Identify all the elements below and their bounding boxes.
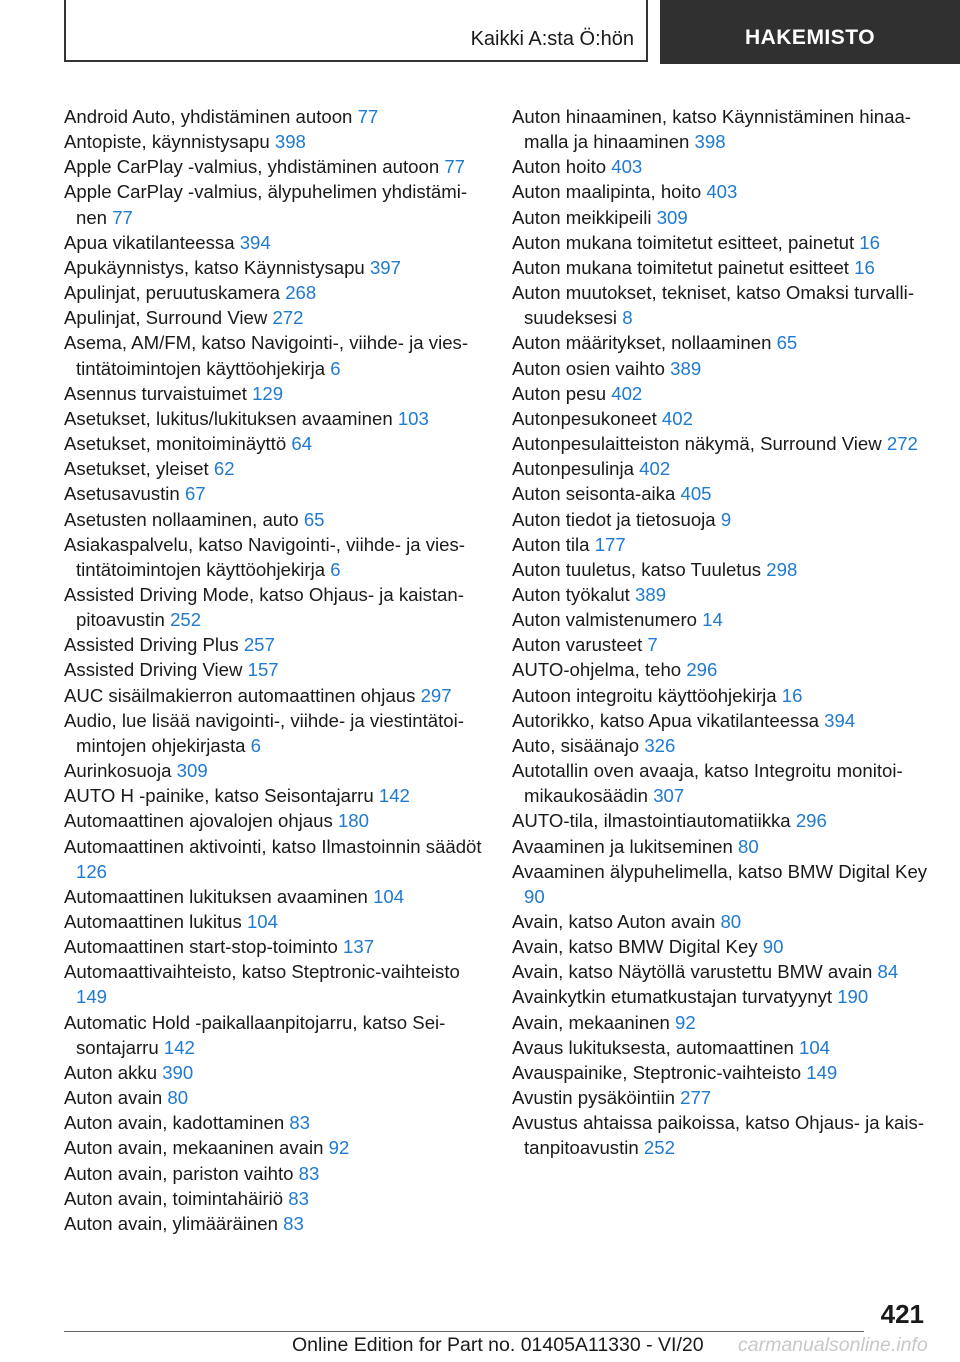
- index-column-right: [512, 104, 932, 1161]
- index-entry: [512, 532, 932, 557]
- index-entry: [512, 1035, 932, 1060]
- index-term: Auton hoito: [512, 156, 612, 178]
- page-link[interactable]: 268: [285, 282, 317, 304]
- page-link[interactable]: 277: [680, 1087, 712, 1109]
- page-link[interactable]: 6: [330, 558, 341, 580]
- index-term: Auton mukana toimitetut esitteet, painetut: [512, 231, 860, 253]
- index-entry: [512, 507, 932, 532]
- index-term: Autotallin oven avaaja, katso Integroitu monitoimikaukosäädin: [512, 760, 903, 807]
- index-term: Assisted Driving View: [64, 659, 248, 681]
- index-entry: [512, 1085, 932, 1110]
- index-entry: [512, 1060, 932, 1085]
- index-term: Auton avain, mekaaninen avain: [64, 1137, 329, 1159]
- index-term: Asetukset, yleiset: [64, 458, 214, 480]
- index-term: AUTO-ohjelma, teho: [512, 659, 687, 681]
- index-term: Asiakaspalvelu, katso Navigointi-, viihde- ja viestintätoimintojen käyttöohjekirja: [64, 533, 465, 580]
- page-link[interactable]: 83: [288, 1187, 309, 1209]
- index-entry: [64, 154, 484, 179]
- index-term: Automaattinen ajovalojen ohjaus: [64, 810, 338, 832]
- page-link[interactable]: 149: [806, 1061, 838, 1083]
- index-entry: [64, 104, 484, 129]
- page-link[interactable]: 309: [176, 760, 208, 782]
- watermark: carmanualsonline.info: [738, 1334, 928, 1356]
- index-entry: [512, 808, 932, 833]
- index-term: Auton hinaaminen, katso Käynnistäminen hinaamalla ja hinaaminen: [512, 106, 911, 153]
- index-term: Auton avain: [64, 1087, 168, 1109]
- index-entry: [64, 481, 484, 506]
- index-entry: [512, 481, 932, 506]
- page-link[interactable]: 389: [670, 357, 702, 379]
- page-link[interactable]: 394: [239, 231, 271, 253]
- index-entry: [64, 1211, 484, 1236]
- index-entry: [64, 507, 484, 532]
- index-entry: [64, 808, 484, 833]
- page-link[interactable]: 326: [644, 734, 676, 756]
- index-term: Auton osien vaihto: [512, 357, 671, 379]
- page-link[interactable]: 149: [76, 986, 108, 1008]
- index-entry: [64, 1110, 484, 1135]
- index-entry: [64, 834, 484, 884]
- page-link[interactable]: 6: [250, 734, 262, 756]
- index-term: Avaus lukituksesta, automaattinen: [512, 1036, 799, 1058]
- index-term: Auton seisonta-aika: [512, 483, 681, 505]
- index-entry: [512, 280, 932, 330]
- index-term: Auton avain, ylimääräinen: [64, 1212, 284, 1234]
- index-term: Auton meikkipeili: [512, 206, 657, 228]
- page-link[interactable]: 104: [373, 885, 405, 907]
- index-term: Autorikko, katso Apua vikatilanteessa: [512, 709, 825, 731]
- page-link[interactable]: 80: [720, 911, 742, 932]
- index-term: Avainkytkin etumatkustajan turvatyynyt: [512, 986, 838, 1008]
- page-link[interactable]: 180: [337, 810, 369, 832]
- index-term: Auton akku: [64, 1061, 163, 1083]
- page-link[interactable]: 83: [289, 1112, 311, 1134]
- index-entry: [64, 657, 484, 682]
- index-term: Asetukset, lukitus/lukituksen avaaminen: [64, 407, 398, 429]
- page-link[interactable]: 6: [330, 357, 341, 379]
- index-entry: [64, 255, 484, 280]
- page-link[interactable]: 405: [680, 483, 712, 505]
- page-link[interactable]: 190: [837, 986, 869, 1008]
- index-entry: [512, 356, 932, 381]
- index-entry: [64, 179, 484, 229]
- page-link[interactable]: 297: [420, 684, 452, 706]
- page-link[interactable]: 83: [298, 1162, 320, 1184]
- page-number: 421: [880, 1299, 924, 1329]
- index-term: AUTO-tila, ilmastointiautomatiikka: [512, 810, 796, 832]
- index-entry: [512, 557, 932, 582]
- index-entry: [512, 834, 932, 859]
- index-entry: [64, 280, 484, 305]
- index-entry: [512, 582, 932, 607]
- page-link[interactable]: 403: [611, 156, 643, 178]
- index-entry: [512, 683, 932, 708]
- index-term: Asetusavustin: [64, 483, 185, 505]
- index-term: Audio, lue lisää navigointi-, viihde- ja viestintätoimintojen ohjekirjasta: [64, 709, 464, 756]
- index-term: Auton tuuletus, katso Tuuletus: [512, 558, 767, 580]
- index-entry: [512, 230, 932, 255]
- page-link[interactable]: 398: [694, 131, 726, 153]
- index-term: Apple CarPlay -valmius, älypuhelimen yhdistäminen: [64, 181, 468, 228]
- index-column-left: [64, 104, 484, 1236]
- footer-divider: [64, 1331, 864, 1332]
- index-term: AUTO H -painike, katso Seisontajarru: [64, 785, 379, 807]
- index-term: Auton muutokset, tekniset, katso Omaksi turvallisuudeksesi: [512, 282, 915, 329]
- index-entry: [64, 959, 484, 1009]
- page-link[interactable]: 83: [283, 1212, 304, 1234]
- index-entry: [64, 582, 484, 632]
- page-link[interactable]: 309: [656, 206, 688, 228]
- page-link[interactable]: 8: [622, 307, 633, 329]
- index-term: Asetusten nollaaminen, auto: [64, 508, 304, 530]
- index-term: Automaattinen start-stop-toiminto: [64, 936, 344, 958]
- index-term: Apukäynnistys, katso Käynnistysapu: [64, 256, 370, 278]
- page-link[interactable]: 67: [184, 483, 206, 505]
- index-entry: [512, 1110, 932, 1160]
- index-term: Automatic Hold -paikallaanpitojarru, katso Seisontajarru: [64, 1011, 446, 1058]
- page-link[interactable]: 65: [776, 332, 798, 354]
- page-link[interactable]: 80: [167, 1087, 189, 1109]
- page-link[interactable]: 272: [886, 433, 918, 455]
- index-entry: [64, 758, 484, 783]
- page-link[interactable]: 84: [877, 961, 899, 983]
- index-entry: [512, 984, 932, 1009]
- index-term: Avaaminen ja lukitseminen: [512, 835, 739, 857]
- index-entry: [512, 934, 932, 959]
- page-link[interactable]: 77: [112, 206, 133, 228]
- index-entry: [64, 406, 484, 431]
- index-entry: [512, 632, 932, 657]
- index-term: Asema, AM/FM, katso Navigointi-, viihde- ja viestintätoimintojen käyttöohjekirja: [64, 332, 469, 379]
- index-term: Apulinjat, peruutuskamera: [64, 282, 286, 304]
- index-entry: [512, 154, 932, 179]
- index-term: Avustus ahtaissa paikoissa, katso Ohjaus- ja kaistanpitoavustin: [512, 1112, 925, 1159]
- index-term: Automaattinen aktivointi, katso Ilmastoinnin säädöt: [64, 835, 482, 857]
- index-term: Autonpesukoneet: [512, 407, 662, 429]
- index-entry: [64, 934, 484, 959]
- index-term: Avauspainike, Steptronic-vaihteisto: [512, 1061, 807, 1083]
- index-entry: [512, 104, 932, 154]
- page-link[interactable]: 402: [639, 458, 671, 480]
- index-entry: [64, 1161, 484, 1186]
- page-link[interactable]: 7: [647, 634, 658, 656]
- index-term: Android Auto, yhdistäminen autoon: [64, 106, 358, 127]
- index-term: Automaattinen lukituksen avaaminen: [64, 885, 374, 907]
- index-term: Apua vikatilanteessa: [64, 231, 240, 253]
- index-entry: [512, 909, 932, 934]
- index-entry: [64, 230, 484, 255]
- index-entry: [512, 255, 932, 280]
- index-term: Auton määritykset, nollaaminen: [512, 332, 777, 354]
- index-entry: [64, 305, 484, 330]
- page-link[interactable]: 129: [252, 382, 284, 404]
- index-term: Auton avain, toimintahäiriö: [64, 1187, 289, 1209]
- index-term: Antopiste, käynnistysapu: [64, 131, 275, 153]
- index-tab[interactable]: HAKEMISTO: [660, 0, 960, 64]
- page-link[interactable]: 177: [594, 533, 626, 555]
- index-entry: [512, 708, 932, 733]
- index-entry: [512, 733, 932, 758]
- page-link[interactable]: 77: [444, 156, 466, 178]
- index-term: Assisted Driving Mode, katso Ohjaus- ja kaistanpitoavustin: [64, 583, 464, 631]
- page-link[interactable]: 402: [661, 407, 693, 429]
- index-entry: [64, 1010, 484, 1060]
- index-term: Assisted Driving Plus: [64, 634, 244, 656]
- page-link[interactable]: 402: [611, 382, 643, 404]
- page-link[interactable]: 104: [246, 911, 278, 932]
- page-link[interactable]: 16: [854, 256, 875, 278]
- page-link[interactable]: 397: [369, 256, 401, 278]
- page-link[interactable]: 126: [76, 860, 108, 882]
- index-term: Autonpesulaitteiston näkymä, Surround View: [512, 433, 887, 455]
- page-link[interactable]: 394: [824, 709, 856, 731]
- index-entry: [512, 431, 932, 456]
- edition-note: Online Edition for Part no. 01405A11330 - VI/20: [292, 1334, 704, 1356]
- page-link[interactable]: 398: [274, 131, 306, 153]
- index-entry: [64, 683, 484, 708]
- index-entry: [512, 1010, 932, 1035]
- page-link[interactable]: 298: [766, 558, 798, 580]
- page-link[interactable]: 16: [781, 684, 803, 706]
- index-entry: [64, 783, 484, 808]
- page-link[interactable]: 80: [738, 835, 759, 857]
- index-term: Auton varusteet: [512, 634, 648, 656]
- page-link[interactable]: 103: [397, 407, 429, 429]
- index-entry: [512, 959, 932, 984]
- index-entry: [512, 381, 932, 406]
- index-term: Auton mukana toimitetut painetut esitteet: [512, 256, 855, 278]
- page-link[interactable]: 390: [162, 1061, 194, 1083]
- page-link[interactable]: 90: [524, 885, 545, 907]
- index-term: Auton tiedot ja tietosuoja: [512, 508, 721, 530]
- index-entry: [512, 406, 932, 431]
- index-term: Auton avain, kadottaminen: [64, 1112, 290, 1134]
- page-link[interactable]: 104: [799, 1036, 831, 1058]
- page-link[interactable]: 92: [328, 1137, 350, 1159]
- index-entry: [512, 607, 932, 632]
- page-link[interactable]: 64: [291, 433, 313, 455]
- page-link[interactable]: 16: [859, 231, 880, 253]
- index-entry: [64, 1186, 484, 1211]
- index-term: Auton tila: [512, 533, 595, 555]
- index-term: Apulinjat, Surround View: [64, 307, 273, 329]
- index-term: Automaattinen lukitus: [64, 911, 247, 932]
- index-entry: [64, 330, 484, 380]
- page-link[interactable]: 62: [213, 458, 235, 480]
- index-entry: [64, 129, 484, 154]
- index-entry: [64, 1135, 484, 1160]
- index-term: Avain, katso BMW Digital Key: [512, 936, 763, 958]
- index-entry: [64, 456, 484, 481]
- index-entry: [64, 632, 484, 657]
- index-entry: [512, 205, 932, 230]
- page-link[interactable]: 77: [357, 106, 379, 127]
- index-term: Autonpesulinja: [512, 458, 640, 480]
- index-entry: [512, 859, 932, 909]
- index-entry: [64, 1085, 484, 1110]
- index-entry: [64, 708, 484, 758]
- index-term: Avustin pysäköintiin: [512, 1087, 681, 1109]
- index-term: Auton avain, pariston vaihto: [64, 1162, 299, 1184]
- index-entry: [64, 1060, 484, 1085]
- index-term: Asetukset, monitoiminäyttö: [64, 433, 292, 455]
- index-term: Auto, sisäänajo: [512, 734, 645, 756]
- index-entry: [64, 431, 484, 456]
- index-term: AUC sisäilmakierron automaattinen ohjaus: [64, 684, 421, 706]
- page-link[interactable]: 252: [170, 609, 202, 631]
- index-term: Auton pesu: [512, 382, 612, 404]
- page-link[interactable]: 142: [378, 785, 410, 807]
- index-term: Aurinkosuoja: [64, 760, 177, 782]
- index-term: Automaattivaihteisto, katso Steptronic-vaihteisto: [64, 961, 460, 983]
- page-link[interactable]: 14: [702, 609, 723, 631]
- index-entry: [512, 758, 932, 808]
- page-link[interactable]: 142: [163, 1036, 195, 1058]
- index-term: Apple CarPlay -valmius, yhdistäminen autoon: [64, 156, 445, 178]
- page-link[interactable]: 137: [343, 936, 375, 958]
- section-title: Kaikki A:sta Ö:hön: [470, 28, 634, 50]
- index-term: Auton maalipinta, hoito: [512, 181, 707, 203]
- page-link[interactable]: 296: [795, 810, 827, 832]
- page-link[interactable]: 157: [247, 659, 279, 681]
- page-link[interactable]: 403: [706, 181, 738, 203]
- index-term: Autoon integroitu käyttöohjekirja: [512, 684, 782, 706]
- index-entry: [512, 330, 932, 355]
- index-term: Avain, katso Näytöllä varustettu BMW avain: [512, 961, 878, 983]
- index-entry: [512, 456, 932, 481]
- page-link[interactable]: 257: [243, 634, 275, 656]
- page-link[interactable]: 389: [635, 583, 667, 605]
- page-link[interactable]: 90: [762, 936, 784, 958]
- page-link[interactable]: 296: [686, 659, 718, 681]
- index-term: Auton työkalut: [512, 583, 636, 605]
- index-term: Avain, mekaaninen: [512, 1011, 675, 1033]
- page-link[interactable]: 9: [720, 508, 732, 530]
- page-link[interactable]: 65: [303, 508, 325, 530]
- index-entry: [512, 179, 932, 204]
- index-entry: [64, 532, 484, 582]
- index-term: Avain, katso Auton avain: [512, 911, 721, 932]
- index-entry: [64, 884, 484, 909]
- page-link[interactable]: 252: [643, 1137, 675, 1159]
- page-link[interactable]: 272: [272, 307, 304, 329]
- page-link[interactable]: 92: [674, 1011, 696, 1033]
- index-entry: [64, 381, 484, 406]
- page-link[interactable]: 307: [653, 785, 685, 807]
- index-term: Asennus turvaistuimet: [64, 382, 253, 404]
- index-term: Auton valmistenumero: [512, 609, 703, 631]
- index-term: Avaaminen älypuhelimella, katso BMW Digital Key: [512, 860, 928, 882]
- index-entry: [64, 909, 484, 934]
- index-entry: [512, 657, 932, 682]
